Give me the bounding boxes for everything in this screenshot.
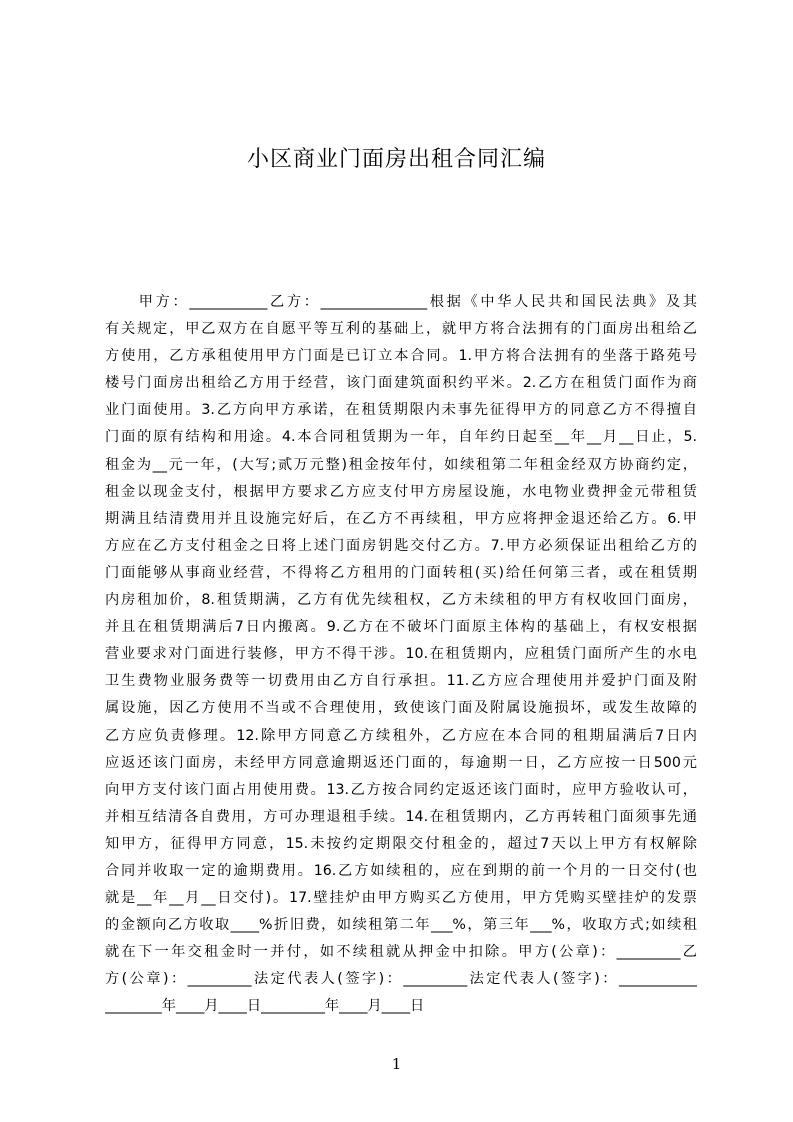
body-line: 期满且结清费用并且设施完好后，在乙方不再续租，甲方应将押金退还给乙方。6.甲 — [105, 510, 697, 527]
body-line: 向甲方支付该门面占用使用费。13.乙方按合同约定返还该门面时，应甲方验收认可， — [105, 781, 697, 798]
body-line: 卫生费物业服务费等一切费用由乙方自行承担。11.乙方应合理使用并爱护门面及附 — [105, 673, 697, 690]
body-line: 门面能够从事商业经营，不得将乙方租用的门面转租(买)给任何第三者，或在租赁期 — [105, 564, 697, 581]
body-line: 方(公章)：_________法定代表人(签字)：_________法定代表人(签字)：___________ — [105, 971, 697, 988]
body-line: 方使用，乙方承租使用甲方门面是已订立本合同。1.甲方将合法拥有的坐落于路苑号 — [105, 348, 697, 365]
document-title: 小区商业门面房出租合同汇编 — [246, 147, 546, 172]
page-number: 1 — [391, 1055, 402, 1073]
body-line: 的金额向乙方收取____%折旧费，如续租第二年___%，第三年___%，收取方式;如续租 — [105, 917, 697, 934]
body-line: 内房租加价，8.租赁期满，乙方有优先续租权，乙方未续租的甲方有权收回门面房， — [105, 592, 697, 609]
body-line: 门面的原有结构和用途。4.本合同租赁期为一年，自年约日起至__年__月__日止，5. — [105, 429, 697, 446]
body-line: 租金以现金支付，根据甲方要求乙方应支付甲方房屋设施，水电物业费押金元带租赁 — [105, 483, 697, 500]
body-line: 业门面使用。3.乙方向甲方承诺，在租赁期限内未事先征得甲方的同意乙方不得擅自 — [105, 402, 697, 419]
body-line: 乙方应负责修理。12.除甲方同意乙方续租外，乙方应在本合同的租期届满后7日内 — [105, 727, 697, 744]
body-line: 并相互结清各自费用，方可办理退租手续。14.在租赁期内，乙方再转租门面须事先通 — [105, 808, 697, 825]
body-line: 楼号门面房出租给乙方用于经营，该门面建筑面积约平米。2.乙方在租赁门面作为商 — [105, 375, 697, 392]
body-line: 有关规定，甲乙双方在自愿平等互利的基础上，就甲方将合法拥有的门面房出租给乙 — [105, 321, 697, 338]
body-line: 营业要求对门面进行装修，甲方不得干涉。10.在租赁期内，应租赁门面所产生的水电 — [105, 646, 697, 663]
body-line: 知甲方，征得甲方同意，15.未按约定期限交付租金的，超过7天以上甲方有权解除 — [105, 835, 697, 852]
contract-body — [105, 289, 697, 1021]
body-line: 属设施，因乙方使用不当或不合理使用，致使该门面及附属设施损坏，或发生故障的 — [105, 700, 697, 717]
body-line: 方应在乙方支付租金之日将上述门面房钥匙交付乙方。7.甲方必须保证出租给乙方的 — [105, 537, 697, 554]
body-line: 应返还该门面房，未经甲方同意逾期返还门面的，每逾期一日，乙方应按一日500元 — [105, 754, 697, 771]
body-line: 租金为__元一年，(大写;贰万元整)租金按年付，如续租第二年租金经双方协商约定， — [105, 456, 697, 473]
body-line: ________年____月____日_________年____月____日 — [105, 998, 425, 1015]
body-line: 甲方：___________乙方：_______________根据《中华人民共和国民法典》及其 — [105, 294, 697, 310]
body-line: 合同并收取一定的逾期费用。16.乙方如续租的，应在到期的前一个月的一日交付(也 — [105, 862, 697, 879]
body-line: 并且在租赁期满后7日内搬离。9.乙方在不破坏门面原主体构的基础上，有权安根据 — [105, 619, 697, 636]
body-line: 就是__年__月__日交付)。17.壁挂炉由甲方购买乙方使用，甲方凭购买壁挂炉的发票 — [105, 890, 697, 907]
body-line: 就在下一年交租金时一并付，如不续租就从押金中扣除。甲方(公章)：_________乙 — [105, 944, 697, 961]
